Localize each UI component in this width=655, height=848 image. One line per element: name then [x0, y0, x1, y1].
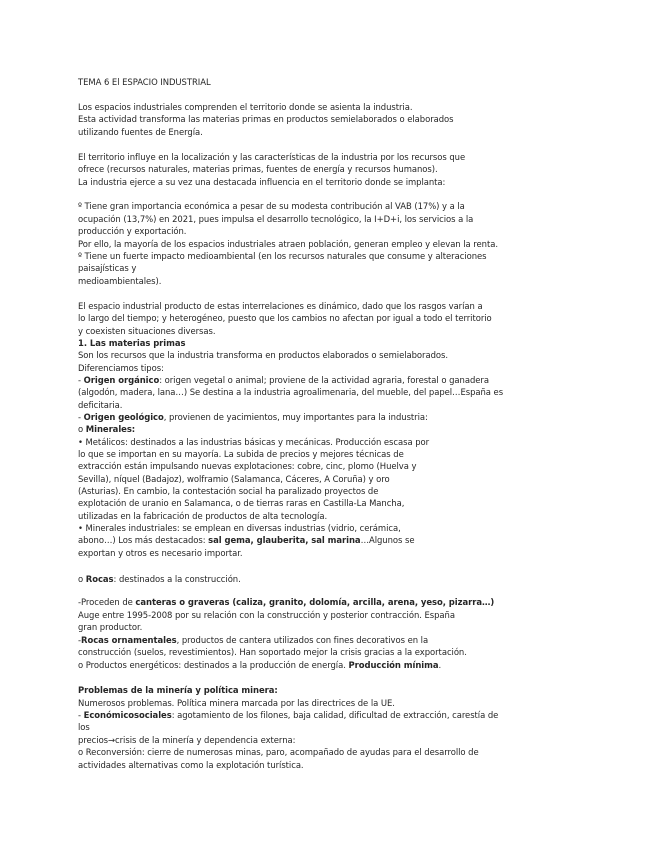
- bold-text: Económicosociales: [83, 710, 172, 720]
- text-line: [78, 448, 404, 460]
- text-run: construcción (suelos, revestimientos). Han soportado mejor la crisis gracias a la exportación.: [78, 647, 467, 657]
- text-run: explotación de uranio en Salamanca, o de tierras raras en Castilla-La Mancha,: [78, 498, 405, 508]
- text-line: [78, 362, 164, 374]
- text-run: o Reconversión: cierre de numerosas minas, paro, acompañado de ayudas para el desarrollo de: [78, 747, 479, 757]
- text-run: ofrece (recursos naturales, materias primas, fuentes de energía y recursos humanos).: [78, 164, 438, 174]
- text-line: [78, 213, 473, 225]
- text-run: …Algunos se: [360, 535, 415, 545]
- text-run: utilizadas en la fabricación de productos de alta tecnología.: [78, 511, 328, 521]
- text-run: o: [78, 424, 86, 434]
- text-run: , productos de cantera utilizados con fines decorativos en la: [176, 635, 429, 645]
- text-line: [78, 411, 428, 423]
- text-run: gran productor.: [78, 622, 143, 632]
- text-line: [78, 349, 448, 361]
- text-run: : destinados a la construcción.: [113, 574, 241, 584]
- text-line: [78, 460, 416, 472]
- bold-text: sal gema, glauberita, sal marina: [208, 535, 361, 545]
- document-title: TEMA 6 El ESPACIO INDUSTRIAL: [78, 77, 211, 87]
- text-line: [78, 609, 455, 621]
- text-run: -: [78, 635, 81, 645]
- text-line: [78, 262, 136, 274]
- text-run: Diferenciamos tipos:: [78, 363, 164, 373]
- text-run: actividades alternativas como la explotación turística.: [78, 760, 304, 770]
- text-line: [78, 746, 479, 758]
- text-line: [78, 485, 378, 497]
- text-line: [78, 534, 414, 546]
- text-line: [78, 399, 122, 411]
- text-line: [78, 163, 438, 175]
- text-run: lo largo del tiempo; y heterogéneo, puesto que los cambios no afectan por igual a todo el territorio: [78, 313, 492, 323]
- text-run: paisajísticas y: [78, 263, 137, 273]
- bold-text: Origen geológico: [83, 412, 164, 422]
- text-line: [78, 200, 465, 212]
- bold-text: Rocas: [85, 574, 114, 584]
- text-line: [78, 596, 494, 608]
- text-run: lo que se importan en su mayoría. La subida de precios y mejores técnicas de: [78, 449, 404, 459]
- text-run: El espacio industrial producto de estas interrelaciones es dinámico, dado que los rasgos varían a: [78, 301, 483, 311]
- text-run: (Asturias). En cambio, la contestación social ha paralizado proyectos de: [78, 486, 379, 496]
- text-line: [78, 634, 428, 646]
- text-run: Esta actividad transforma las materias primas en productos semielaborados o elaborados: [78, 114, 454, 124]
- text-line: [78, 646, 467, 658]
- text-run: -: [78, 412, 84, 422]
- bold-text: Problemas de la minería y política minera:: [78, 685, 278, 695]
- text-run: El territorio influye en la localización y las características de la industria por los recursos que: [78, 152, 466, 162]
- text-line: [78, 697, 395, 709]
- text-run: Numerosos problemas. Política minera marcada por las directrices de la UE.: [78, 698, 395, 708]
- text-run: y coexisten situaciones diversas.: [78, 326, 216, 336]
- text-run: ocupación (13,7%) en 2021, pues impulsa el desarrollo tecnológico, la I+D+i, los servicios a la: [78, 214, 474, 224]
- text-run: medioambientales).: [78, 276, 162, 286]
- text-line: [78, 337, 186, 349]
- text-run: .: [438, 660, 442, 670]
- bold-text: canteras o graveras (caliza, granito, dolomía, arcilla, arena, yeso, pizarra…): [135, 597, 495, 607]
- text-run: -: [78, 375, 84, 385]
- text-line: [78, 250, 487, 262]
- text-line: [78, 386, 503, 398]
- text-run: º Tiene gran importancia económica a pesar de su modesta contribución al VAB (17%) y a la: [78, 201, 465, 211]
- text-run: Son los recursos que la industria transforma en productos elaborados o semielaborados.: [78, 350, 448, 360]
- text-run: : agotamiento de los filones, baja calidad, dificultad de extracción, carestía de: [171, 710, 499, 720]
- text-line: [78, 374, 489, 386]
- text-line: [78, 497, 404, 509]
- text-line: [78, 225, 186, 237]
- text-run: precios→crisis de la minería y dependencia externa:: [78, 735, 296, 745]
- text-run: Los espacios industriales comprenden el territorio donde se asienta la industria.: [78, 102, 413, 112]
- text-run: producción y exportación.: [78, 226, 187, 236]
- text-line: [78, 522, 401, 534]
- text-line: [78, 423, 135, 435]
- text-run: (algodón, madera, lana…) Se destina a la industria agroalimenaria, del mueble, del papel…España es: [78, 387, 504, 397]
- text-line: [78, 325, 215, 337]
- text-run: utilizando fuentes de Energía.: [78, 127, 203, 137]
- text-run: • Minerales industriales: se emplean en diversas industrias (vidrio, cerámica,: [78, 523, 401, 533]
- bold-text: Origen orgánico: [83, 375, 160, 385]
- text-line: [78, 684, 278, 696]
- text-run: Sevilla), níquel (Badajoz), wolframio (Salamanca, Cáceres, A Coruña) y oro: [78, 474, 390, 484]
- text-run: o: [78, 574, 86, 584]
- text-line: [78, 275, 161, 287]
- text-line: [78, 573, 241, 585]
- text-run: -: [78, 710, 84, 720]
- text-line: [78, 238, 498, 250]
- bold-text: 1. Las materias primas: [78, 338, 186, 348]
- text-run: • Metálicos: destinados a las industrias básicas y mecánicas. Producción escasa por: [78, 437, 430, 447]
- text-line: [78, 721, 90, 733]
- text-run: deficitaria.: [78, 400, 123, 410]
- text-line: [78, 547, 243, 559]
- text-line: [78, 300, 483, 312]
- text-run: La industria ejerce a su vez una destacada influencia en el territorio donde se implanta:: [78, 177, 446, 187]
- text-line: [78, 126, 203, 138]
- text-run: los: [78, 722, 90, 732]
- text-line: [78, 734, 295, 746]
- text-run: exportan y otros es necesario importar.: [78, 548, 243, 558]
- text-line: [78, 312, 492, 324]
- text-line: [78, 510, 327, 522]
- text-run: -Proceden de: [78, 597, 136, 607]
- bold-text: Minerales:: [85, 424, 136, 434]
- text-run: Auge entre 1995-2008 por su relación con la construcción y posterior contracción. España: [78, 610, 455, 620]
- text-run: Por ello, la mayoría de los espacios industriales atraen población, generan empleo y elevan la renta.: [78, 239, 498, 249]
- text-line: [78, 659, 441, 671]
- text-run: abono…) Los más destacados:: [78, 535, 209, 545]
- text-line: [78, 621, 142, 633]
- text-line: [78, 709, 498, 721]
- bold-text: Rocas ornamentales: [81, 635, 177, 645]
- text-run: o Productos energéticos: destinados a la producción de energía.: [78, 660, 349, 670]
- bold-text: Producción mínima: [348, 660, 439, 670]
- text-line: [78, 473, 390, 485]
- text-line: [78, 436, 429, 448]
- text-line: [78, 759, 304, 771]
- text-run: , provienen de yacimientos, muy importantes para la industria:: [163, 412, 428, 422]
- text-line: [78, 176, 445, 188]
- text-run: º Tiene un fuerte impacto medioambiental (en los recursos naturales que consume y alteraciones: [78, 251, 487, 261]
- text-line: [78, 113, 454, 125]
- text-run: extracción están impulsando nuevas explotaciones: cobre, cinc, plomo (Huelva y: [78, 461, 417, 471]
- text-run: : origen vegetal o animal; proviene de la actividad agraria, forestal o ganadera: [159, 375, 489, 385]
- text-line: [78, 151, 465, 163]
- text-line: [78, 101, 412, 113]
